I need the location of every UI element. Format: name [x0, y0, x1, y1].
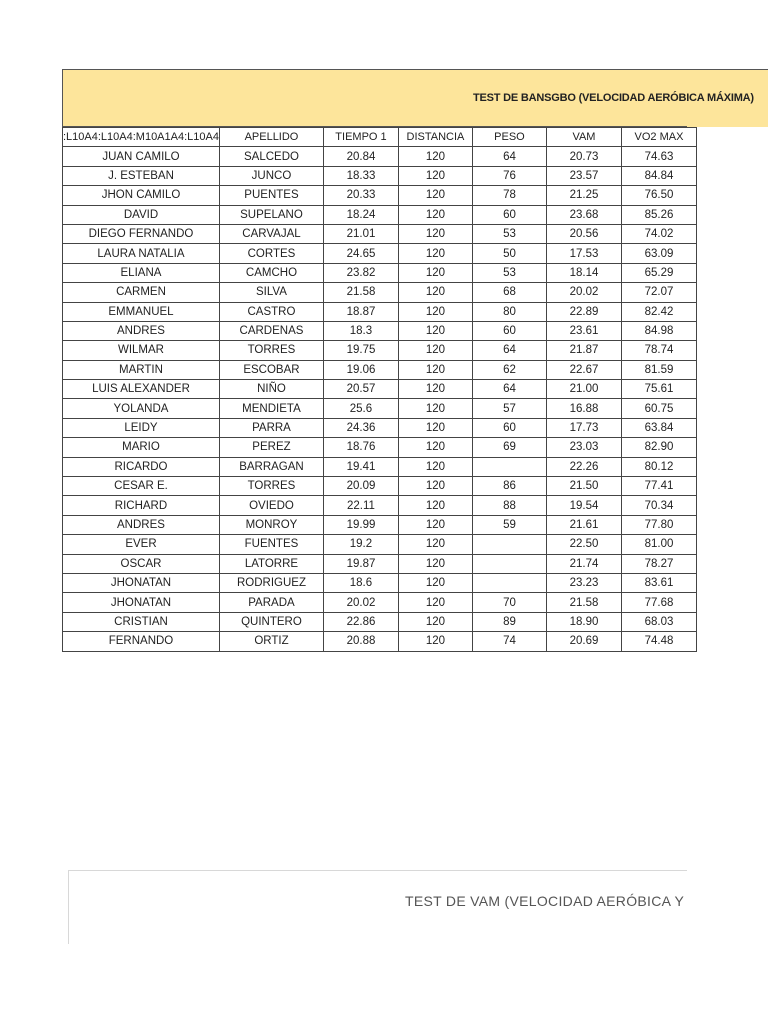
cell-distancia: 120	[398, 554, 472, 573]
cell-vo2max: 60.75	[621, 399, 696, 418]
cell-peso: 64	[472, 147, 546, 166]
table-row	[63, 496, 697, 515]
cell-distancia: 120	[398, 535, 472, 554]
cell-tiempo: 22.86	[323, 612, 398, 631]
cell-tiempo: 18.6	[323, 573, 398, 592]
cell-apellido: FUENTES	[219, 535, 323, 554]
cell-apellido: SUPELANO	[219, 205, 323, 224]
cell-name: ANDRES	[63, 515, 220, 534]
cell-distancia: 120	[398, 244, 472, 263]
cell-vo2max: 76.50	[621, 186, 696, 205]
table-row	[63, 244, 697, 263]
cell-tiempo: 18.3	[323, 321, 398, 340]
cell-apellido: TORRES	[219, 341, 323, 360]
cell-name: CESAR E.	[63, 477, 220, 496]
cell-vo2max: 77.41	[621, 477, 696, 496]
cell-vo2max: 74.48	[621, 632, 696, 651]
cell-apellido: ORTIZ	[219, 632, 323, 651]
cell-vo2max: 82.42	[621, 302, 696, 321]
cell-name: EMMANUEL	[63, 302, 220, 321]
cell-vo2max: 75.61	[621, 380, 696, 399]
cell-name: JHONATAN	[63, 593, 220, 612]
cell-vam: 16.88	[546, 399, 621, 418]
table-row	[63, 515, 697, 534]
cell-apellido: ESCOBAR	[219, 360, 323, 379]
cell-distancia: 120	[398, 438, 472, 457]
table-row	[63, 283, 697, 302]
cell-peso: 57	[472, 399, 546, 418]
cell-vo2max: 77.80	[621, 515, 696, 534]
cell-apellido: RODRIGUEZ	[219, 573, 323, 592]
cell-peso: 69	[472, 438, 546, 457]
cell-peso: 74	[472, 632, 546, 651]
table-row	[63, 302, 697, 321]
table-row	[63, 593, 697, 612]
cell-vam: 20.56	[546, 224, 621, 243]
table-row	[63, 399, 697, 418]
table-row	[63, 380, 697, 399]
table-row	[63, 186, 697, 205]
cell-peso: 76	[472, 166, 546, 185]
cell-apellido: PEREZ	[219, 438, 323, 457]
cell-vam: 18.90	[546, 612, 621, 631]
cell-peso: 70	[472, 593, 546, 612]
cell-vo2max: 63.84	[621, 418, 696, 437]
cell-apellido: CORTES	[219, 244, 323, 263]
cell-name: DAVID	[63, 205, 220, 224]
cell-name: J. ESTEBAN	[63, 166, 220, 185]
cell-tiempo: 18.87	[323, 302, 398, 321]
cell-tiempo: 20.33	[323, 186, 398, 205]
second-sheet-title: TEST DE VAM (VELOCIDAD AERÓBICA Y	[405, 893, 685, 909]
cell-peso: 80	[472, 302, 546, 321]
tiempo-header: TIEMPO 1	[323, 128, 398, 147]
cell-tiempo: 18.24	[323, 205, 398, 224]
cell-name: YOLANDA	[63, 399, 220, 418]
apellido-header: APELLIDO	[219, 128, 323, 147]
cell-tiempo: 19.2	[323, 535, 398, 554]
table-row	[63, 205, 697, 224]
cell-peso	[472, 535, 546, 554]
distancia-header: DISTANCIA	[398, 128, 472, 147]
cell-apellido: MENDIETA	[219, 399, 323, 418]
cell-apellido: QUINTERO	[219, 612, 323, 631]
cell-tiempo: 19.41	[323, 457, 398, 476]
cell-vam: 21.61	[546, 515, 621, 534]
cell-tiempo: 24.65	[323, 244, 398, 263]
cell-vam: 21.74	[546, 554, 621, 573]
cell-peso: 68	[472, 283, 546, 302]
cell-distancia: 120	[398, 573, 472, 592]
cell-apellido: LATORRE	[219, 554, 323, 573]
table-row	[63, 341, 697, 360]
cell-vo2max: 84.84	[621, 166, 696, 185]
cell-apellido: NIÑO	[219, 380, 323, 399]
cell-apellido: CARDENAS	[219, 321, 323, 340]
cell-vam: 23.68	[546, 205, 621, 224]
cell-vo2max: 72.07	[621, 283, 696, 302]
cell-tiempo: 22.11	[323, 496, 398, 515]
cell-vam: 23.61	[546, 321, 621, 340]
cell-apellido: TORRES	[219, 477, 323, 496]
cell-peso: 59	[472, 515, 546, 534]
cell-vam: 21.87	[546, 341, 621, 360]
cell-vo2max: 84.98	[621, 321, 696, 340]
cell-vo2max: 85.26	[621, 205, 696, 224]
cell-tiempo: 20.02	[323, 593, 398, 612]
cell-peso: 86	[472, 477, 546, 496]
table-row	[63, 612, 697, 631]
cell-vam: 23.57	[546, 166, 621, 185]
cell-distancia: 120	[398, 166, 472, 185]
cell-vam: 20.73	[546, 147, 621, 166]
cell-tiempo: 19.87	[323, 554, 398, 573]
cell-name: RICHARD	[63, 496, 220, 515]
cell-distancia: 120	[398, 283, 472, 302]
cell-distancia: 120	[398, 477, 472, 496]
cell-peso: 53	[472, 263, 546, 282]
title-band	[62, 69, 768, 127]
cell-name: RICARDO	[63, 457, 220, 476]
cell-peso: 62	[472, 360, 546, 379]
table-row	[63, 573, 697, 592]
table-row	[63, 360, 697, 379]
cell-vo2max: 70.34	[621, 496, 696, 515]
cell-distancia: 120	[398, 302, 472, 321]
vam-header: VAM	[546, 128, 621, 147]
cell-distancia: 120	[398, 632, 472, 651]
cell-name: ANDRES	[63, 321, 220, 340]
cell-tiempo: 21.58	[323, 283, 398, 302]
cell-name: MARTIN	[63, 360, 220, 379]
cell-peso: 88	[472, 496, 546, 515]
page-title: TEST DE BANSGBO (VELOCIDAD AERÓBICA MÁXIMA)	[473, 92, 754, 104]
cell-name: CRISTIAN	[63, 612, 220, 631]
cell-name: FERNANDO	[63, 632, 220, 651]
cell-distancia: 120	[398, 515, 472, 534]
table-row	[63, 535, 697, 554]
cell-distancia: 120	[398, 341, 472, 360]
cell-vam: 21.58	[546, 593, 621, 612]
cell-apellido: CAMCHO	[219, 263, 323, 282]
cell-tiempo: 20.57	[323, 380, 398, 399]
cell-distancia: 120	[398, 263, 472, 282]
cell-apellido: JUNCO	[219, 166, 323, 185]
cell-vam: 23.03	[546, 438, 621, 457]
cell-peso: 64	[472, 341, 546, 360]
cell-tiempo: 19.99	[323, 515, 398, 534]
table-row	[63, 418, 697, 437]
cell-peso	[472, 554, 546, 573]
cell-vam: 17.53	[546, 244, 621, 263]
cell-vo2max: 65.29	[621, 263, 696, 282]
cell-vo2max: 77.68	[621, 593, 696, 612]
cell-name: ELIANA	[63, 263, 220, 282]
cell-name: CARMEN	[63, 283, 220, 302]
cell-vo2max: 81.00	[621, 535, 696, 554]
cell-tiempo: 23.82	[323, 263, 398, 282]
cell-peso	[472, 457, 546, 476]
table-body	[63, 147, 697, 651]
cell-vam: 22.26	[546, 457, 621, 476]
cell-tiempo: 19.75	[323, 341, 398, 360]
peso-header: PESO	[472, 128, 546, 147]
vo2max-header: VO2 MAX	[621, 128, 696, 147]
cell-name: JUAN CAMILO	[63, 147, 220, 166]
table-row	[63, 263, 697, 282]
cell-name: MARIO	[63, 438, 220, 457]
cell-distancia: 120	[398, 457, 472, 476]
cell-peso: 64	[472, 380, 546, 399]
cell-peso: 60	[472, 205, 546, 224]
cell-tiempo: 21.01	[323, 224, 398, 243]
cell-name: EVER	[63, 535, 220, 554]
cell-vo2max: 83.61	[621, 573, 696, 592]
cell-vo2max: 78.74	[621, 341, 696, 360]
cell-distancia: 120	[398, 186, 472, 205]
cell-vam: 21.25	[546, 186, 621, 205]
cell-peso: 53	[472, 224, 546, 243]
cell-tiempo: 25.6	[323, 399, 398, 418]
cell-apellido: OVIEDO	[219, 496, 323, 515]
cell-distancia: 120	[398, 224, 472, 243]
table-row	[63, 457, 697, 476]
cell-vam: 19.54	[546, 496, 621, 515]
cell-tiempo: 18.76	[323, 438, 398, 457]
cell-distancia: 120	[398, 612, 472, 631]
cell-peso: 50	[472, 244, 546, 263]
cell-name: WILMAR	[63, 341, 220, 360]
cell-vam: 23.23	[546, 573, 621, 592]
second-sheet-frame	[68, 870, 687, 944]
cell-tiempo: 24.36	[323, 418, 398, 437]
cell-distancia: 120	[398, 205, 472, 224]
cell-name: OSCAR	[63, 554, 220, 573]
name-header: :L10A4:L10A4:M10A1A4:L10A4	[63, 128, 220, 147]
cell-apellido: CARVAJAL	[219, 224, 323, 243]
cell-vam: 21.50	[546, 477, 621, 496]
results-table	[62, 127, 697, 652]
table-row	[63, 321, 697, 340]
table-row	[63, 632, 697, 651]
cell-vo2max: 81.59	[621, 360, 696, 379]
cell-vo2max: 82.90	[621, 438, 696, 457]
table-header-row	[63, 128, 697, 147]
cell-vam: 20.02	[546, 283, 621, 302]
table-row	[63, 166, 697, 185]
cell-distancia: 120	[398, 360, 472, 379]
table-row	[63, 438, 697, 457]
table-row	[63, 224, 697, 243]
cell-vam: 22.50	[546, 535, 621, 554]
cell-vo2max: 78.27	[621, 554, 696, 573]
cell-vo2max: 74.02	[621, 224, 696, 243]
cell-distancia: 120	[398, 496, 472, 515]
cell-vo2max: 68.03	[621, 612, 696, 631]
cell-vo2max: 80.12	[621, 457, 696, 476]
cell-apellido: MONROY	[219, 515, 323, 534]
table-row	[63, 147, 697, 166]
cell-apellido: SALCEDO	[219, 147, 323, 166]
cell-apellido: SILVA	[219, 283, 323, 302]
cell-distancia: 120	[398, 418, 472, 437]
cell-vam: 22.67	[546, 360, 621, 379]
cell-vam: 22.89	[546, 302, 621, 321]
cell-tiempo: 20.84	[323, 147, 398, 166]
cell-name: DIEGO FERNANDO	[63, 224, 220, 243]
cell-distancia: 120	[398, 399, 472, 418]
cell-name: JHON CAMILO	[63, 186, 220, 205]
cell-name: LEIDY	[63, 418, 220, 437]
cell-apellido: BARRAGAN	[219, 457, 323, 476]
cell-tiempo: 20.09	[323, 477, 398, 496]
cell-name: JHONATAN	[63, 573, 220, 592]
cell-distancia: 120	[398, 321, 472, 340]
cell-vam: 17.73	[546, 418, 621, 437]
cell-vam: 18.14	[546, 263, 621, 282]
cell-vam: 21.00	[546, 380, 621, 399]
cell-apellido: PARRA	[219, 418, 323, 437]
cell-distancia: 120	[398, 147, 472, 166]
cell-tiempo: 20.88	[323, 632, 398, 651]
cell-vo2max: 63.09	[621, 244, 696, 263]
cell-apellido: PUENTES	[219, 186, 323, 205]
cell-peso: 60	[472, 418, 546, 437]
cell-peso: 78	[472, 186, 546, 205]
cell-distancia: 120	[398, 380, 472, 399]
cell-tiempo: 19.06	[323, 360, 398, 379]
cell-apellido: CASTRO	[219, 302, 323, 321]
cell-apellido: PARADA	[219, 593, 323, 612]
cell-name: LAURA NATALIA	[63, 244, 220, 263]
cell-vam: 20.69	[546, 632, 621, 651]
table-row	[63, 477, 697, 496]
cell-vo2max: 74.63	[621, 147, 696, 166]
cell-name: LUIS ALEXANDER	[63, 380, 220, 399]
cell-tiempo: 18.33	[323, 166, 398, 185]
table-row	[63, 554, 697, 573]
cell-peso	[472, 573, 546, 592]
cell-distancia: 120	[398, 593, 472, 612]
cell-peso: 89	[472, 612, 546, 631]
cell-peso: 60	[472, 321, 546, 340]
